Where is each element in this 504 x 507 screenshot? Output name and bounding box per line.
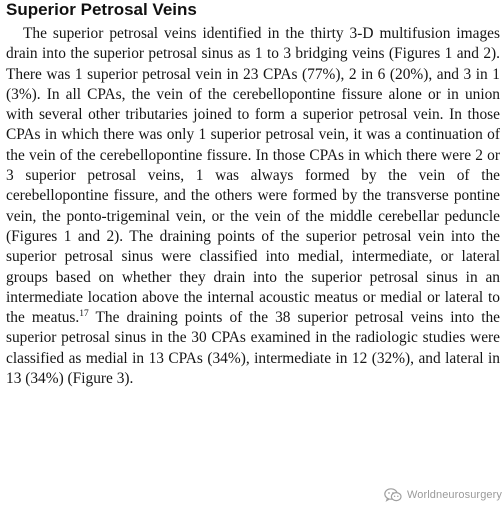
wechat-logo-icon — [384, 488, 402, 502]
section-heading: Superior Petrosal Veins — [6, 0, 197, 19]
watermark — [380, 486, 502, 504]
watermark-text: Worldneurosurgery — [406, 489, 502, 501]
body-paragraph — [6, 24, 500, 389]
paragraph-main-text: The superior petrosal veins identified in the thirty 3-D multifusion images drain into the superior petrosal sinus as 1 to 3 bridging veins (Figures 1 and 2). There was 1 superior petrosal vein in 23 CPAs (77%), 2 in 6 (20%), and 3 in 1 (3%). In all CPAs, the vein of the cerebellopontine fissure alone or in union with several other tributaries joined to form a superior petrosal vein. In those CPAs in which there was only 1 superior petrosal vein, it was a continuation of the vein of the cerebellopontine fissure. In those CPAs in which there were 2 or 3 superior petrosal veins, 1 was always formed by the vein of the cerebellopontine fissure, and the others were formed by the transverse pontine vein, the ponto-trigeminal vein, or the vein of the middle cerebellar peduncle (Figures 1 and 2). The draining points of the superior petrosal vein into the superior petrosal sinus were classified into medial, intermediate, or lateral groups based on whether they drain into the superior petrosal sinus in an intermediate location above the internal acoustic meatus or medial or lateral to the meatus. — [6, 25, 500, 327]
paragraph-tail-text: The draining points of the 38 superior petrosal veins into the superior petrosal sinus in the 30 CPAs examined in the radiologic studies were classified as medial in 13 CPAs (34%), intermediate in 12 (32%), and lateral in 13 (34%) (Figure 3). — [6, 309, 501, 388]
reference-superscript[interactable]: 17 — [79, 309, 89, 320]
